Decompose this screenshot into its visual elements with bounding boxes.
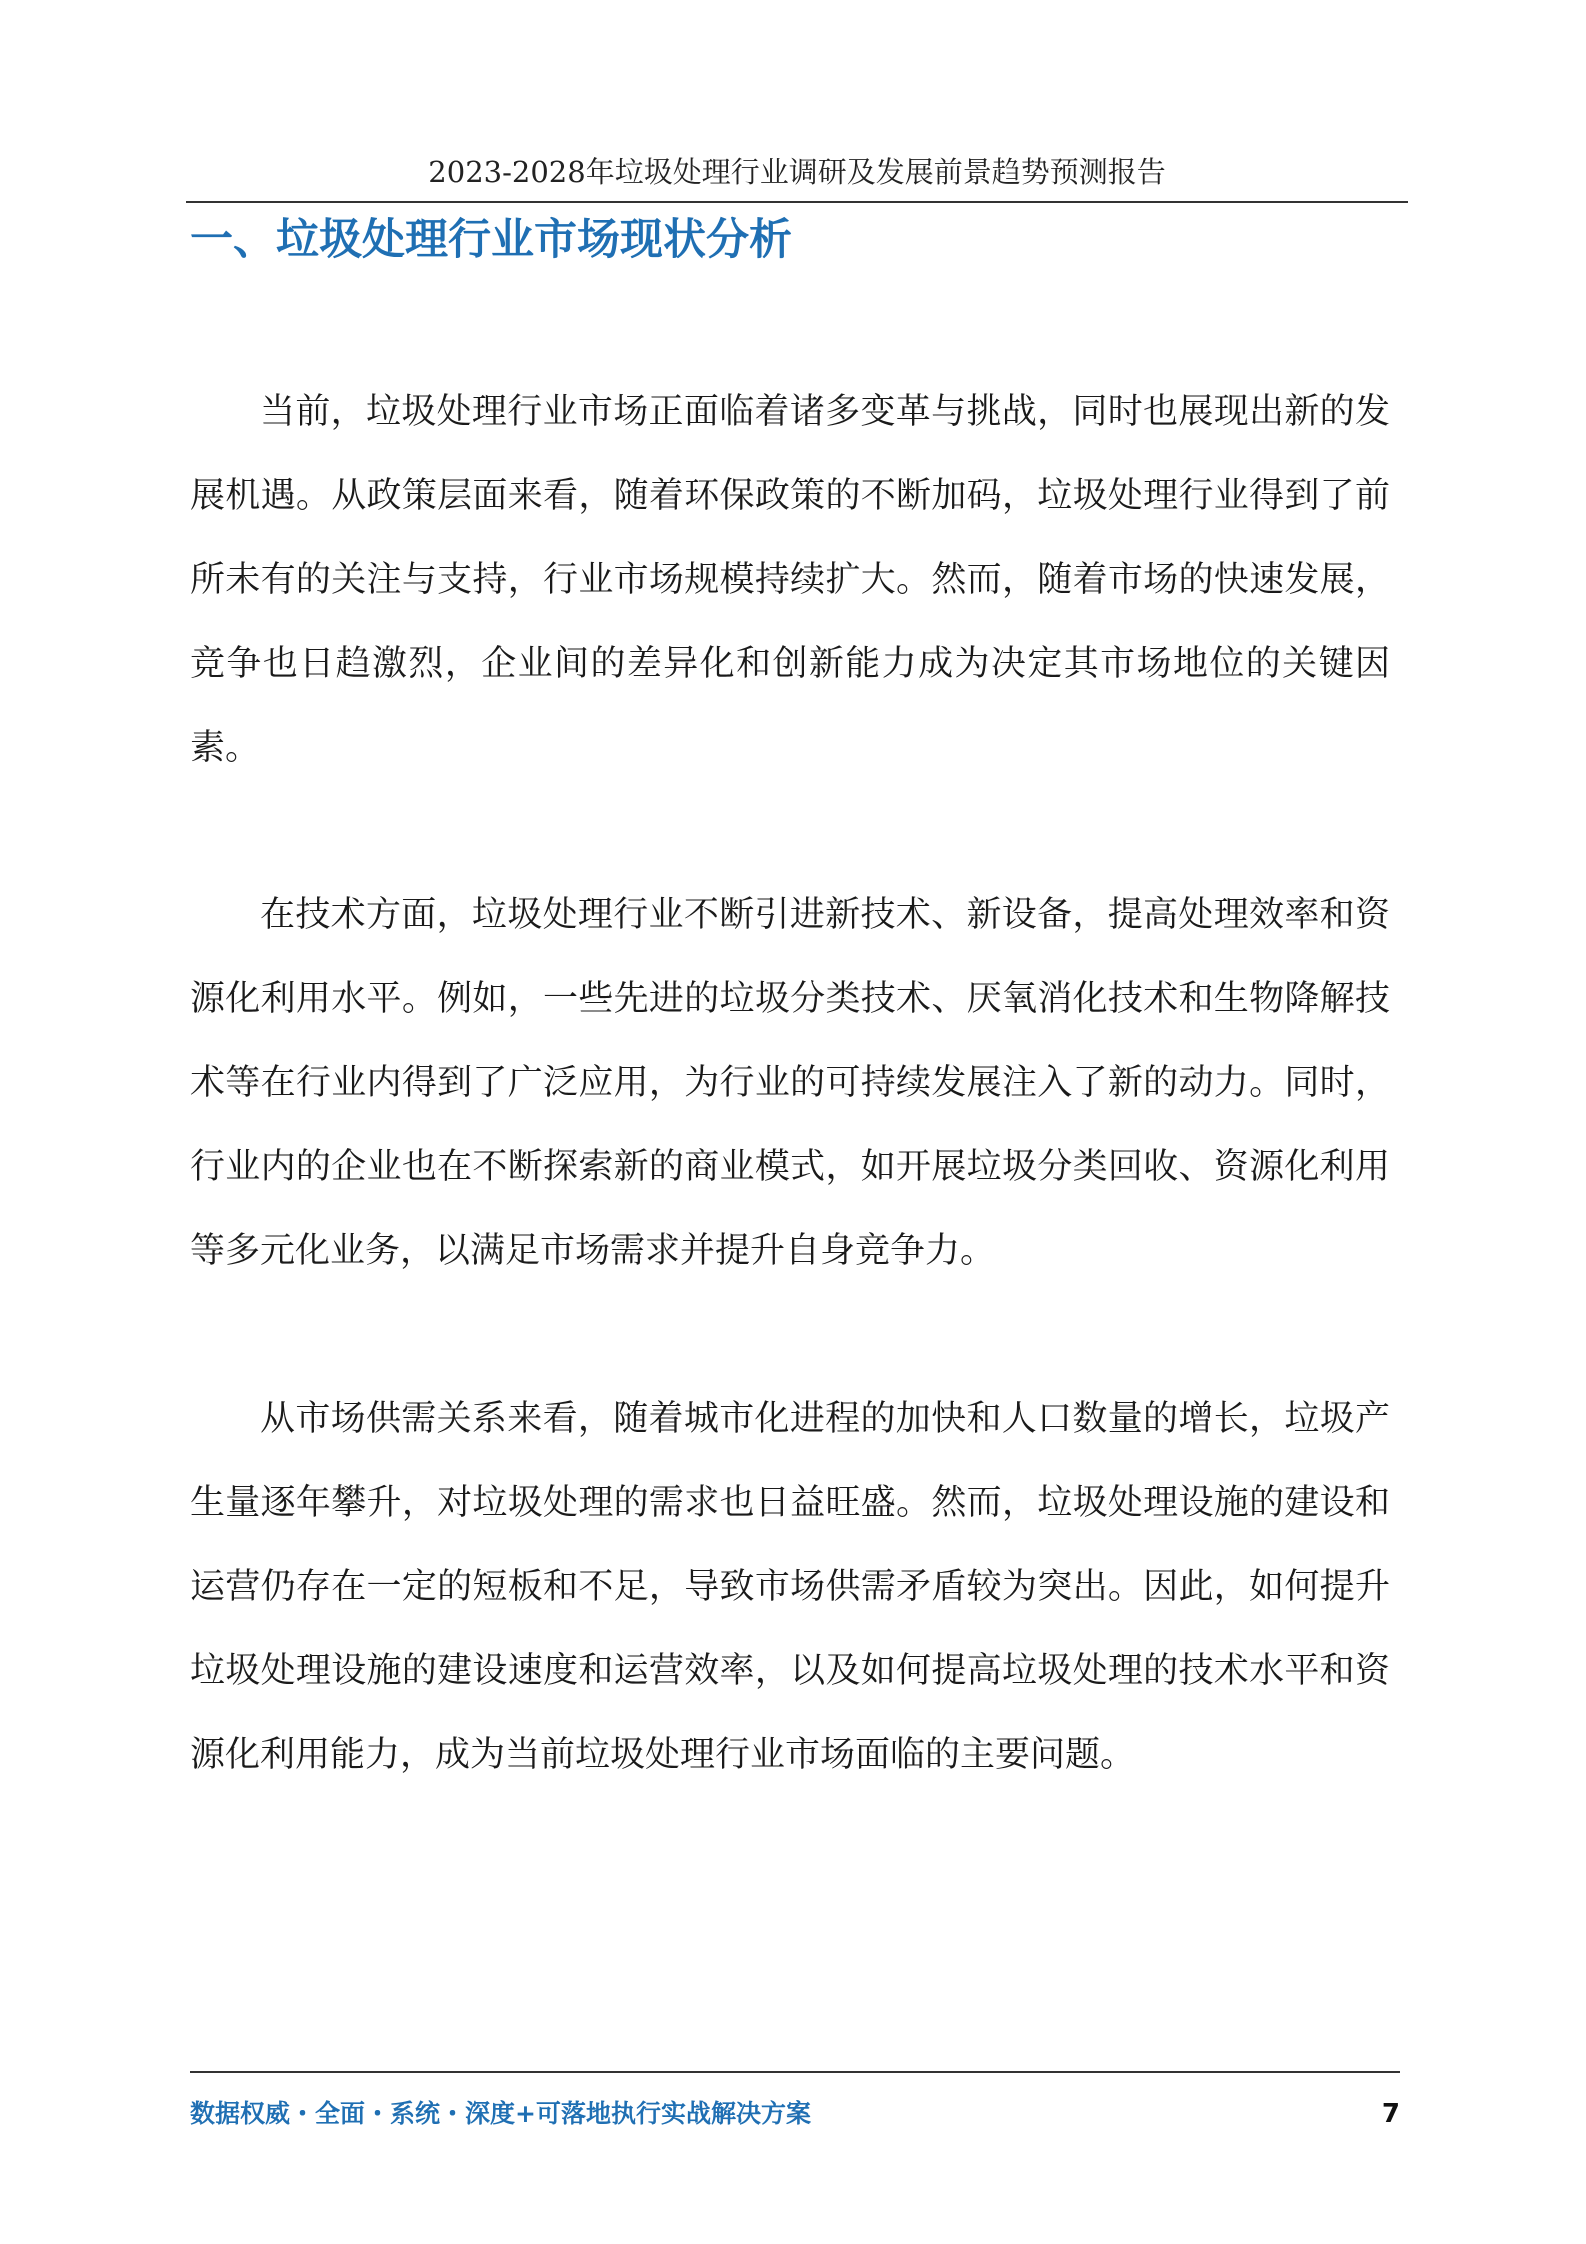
paragraph-technology: 在技术方面，垃圾处理行业不断引进新技术、新设备，提高处理效率和资源化利用水平。例如，一些先进的垃圾分类技术、厌氧消化技术和生物降解技术等在行业内得到了广泛应用，为行业的可持续发展注入了新的动力。同时，行业内的企业也在不断探索新的商业模式，如开展垃圾分类回收、资源化利用等多元化业务，以满足市场需求并提升自身竞争力。 [190,895,1390,1271]
section-heading: 一、垃圾处理行业市场现状分析 [190,215,792,265]
footer-tagline: 数据权威・全面・系统・深度+可落地执行实战解决方案 [190,2099,811,2128]
paragraph-supply-demand: 从市场供需关系来看，随着城市化进程的加快和人口数量的增长，垃圾产生量逐年攀升，对垃圾处理的需求也日益旺盛。然而，垃圾处理设施的建设和运营仍存在一定的短板和不足，导致市场供需矛盾较为突出。因此，如何提升垃圾处理设施的建设速度和运营效率，以及如何提高垃圾处理的技术水平和资源化利用能力，成为当前垃圾处理行业市场面临的主要问题。 [190,1399,1390,1775]
paragraph-market-overview: 当前，垃圾处理行业市场正面临着诸多变革与挑战，同时也展现出新的发展机遇。从政策层面来看，随着环保政策的不断加码，垃圾处理行业得到了前所未有的关注与支持，行业市场规模持续扩大。然而，随着市场的快速发展，竞争也日趋激烈，企业间的差异化和创新能力成为决定其市场地位的关键因素。 [190,392,1390,768]
header-divider [186,201,1408,203]
report-title: 2023-2028年垃圾处理行业调研及发展前景趋势预测报告 [428,155,1166,189]
page-number: 7 [1381,2099,1400,2129]
footer-divider [190,2071,1400,2073]
